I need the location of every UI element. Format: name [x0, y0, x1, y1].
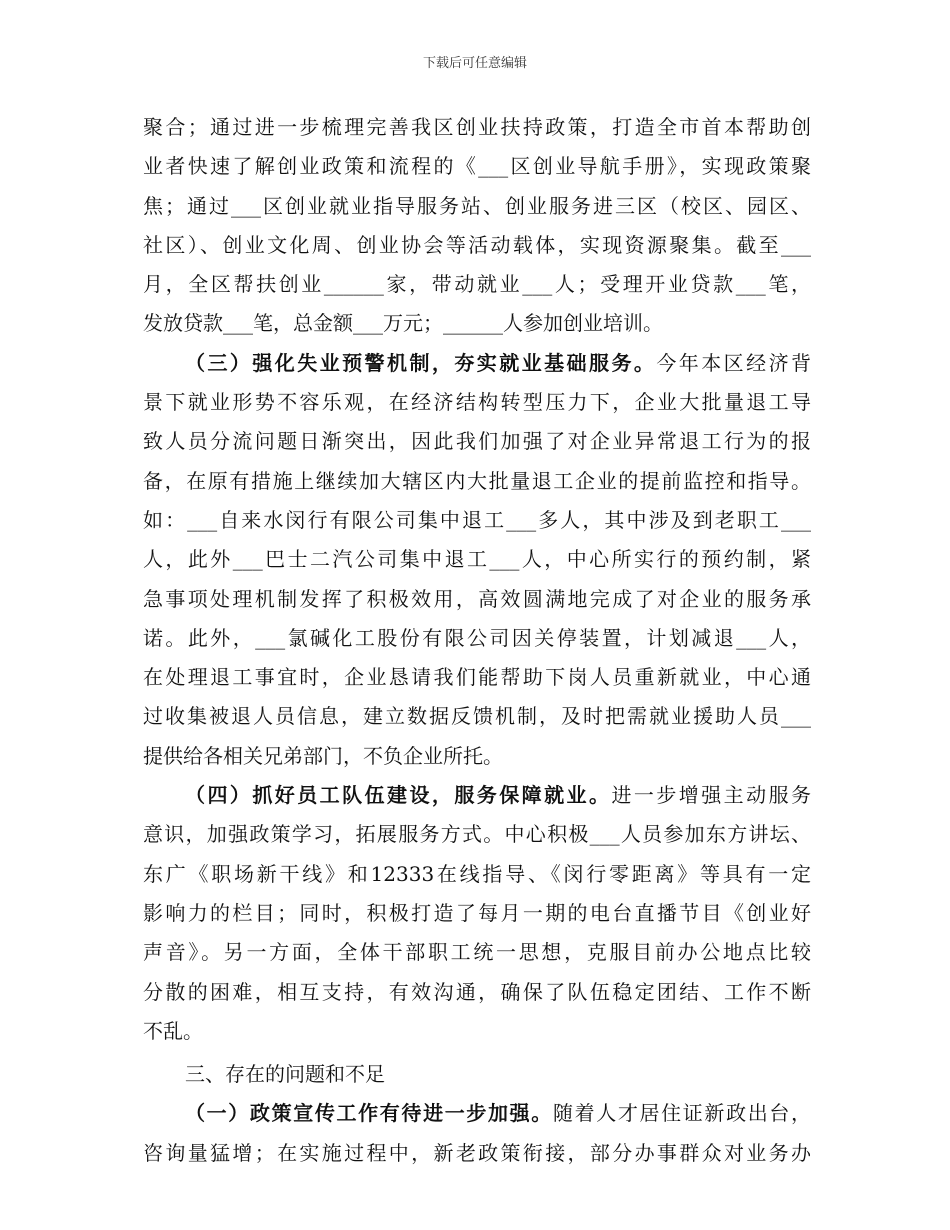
- section-3-title: 三、存在的问题和不足: [185, 1062, 385, 1087]
- body-line: 意识，加强政策学习，拓展服务方式。中心积极___人员参加东方讲坛、: [143, 822, 811, 847]
- body-text: 随着人才居住证新政出台，: [552, 1101, 812, 1126]
- body-line: 提供给各相关兄弟部门，不负企业所托。: [143, 743, 503, 768]
- body-line: 诺。此外，___氯碱化工股份有限公司因关停装置，计划减退___人，: [143, 625, 811, 650]
- body-line: 过收集被退人员信息，建立数据反馈机制，及时把需就业援助人员___: [143, 704, 811, 729]
- body-line: 声音》。另一方面，全体干部职工统一思想，克服目前办公地点比较: [143, 940, 811, 965]
- document-body: [143, 108, 811, 1173]
- body-line: 分散的困难，相互支持，有效沟通，确保了队伍稳定团结、工作不断: [143, 979, 811, 1004]
- body-line: 备，在原有措施上继续加大辖区内大批量退工企业的提前监控和指导。: [143, 468, 811, 493]
- body-line: 景下就业形势不容乐观，在经济结构转型压力下，企业大批量退工导: [143, 390, 811, 415]
- body-line: 焦；通过___区创业就业指导服务站、创业服务进三区（校区、园区、: [143, 193, 811, 218]
- body-text: 进一步增强主动服务: [611, 783, 812, 808]
- body-line: 业者快速了解创业政策和流程的《___区创业导航手册》，实现政策聚: [143, 154, 811, 179]
- body-line: 月，全区帮扶创业______家，带动就业___人；受理开业贷款___笔，: [143, 272, 811, 297]
- body-line: 社区）、创业文化周、创业协会等活动载体，实现资源聚集。截至___: [143, 232, 811, 257]
- paragraph-heading-1: [143, 1094, 811, 1133]
- body-line: 急事项处理机制发挥了积极效用，高效圆满地完成了对企业的服务承: [143, 586, 811, 611]
- section-heading: [143, 1055, 811, 1094]
- heading-3-text: （三）强化失业预警机制，夯实就业基础服务。: [185, 350, 657, 375]
- body-line: 不乱。: [143, 1018, 203, 1043]
- body-line: 聚合；通过进一步梳理完善我区创业扶持政策，打造全市首本帮助创: [143, 115, 811, 139]
- paragraph-heading-3: [143, 344, 811, 383]
- paragraph-heading-4: [143, 776, 811, 815]
- body-line: 致人员分流问题日渐突出，因此我们加强了对企业异常退工行为的报: [143, 429, 811, 454]
- body-line: 东广《职场新干线》和12333在线指导、《闵行零距离》等具有一定: [143, 861, 811, 886]
- body-line: 在处理退工事宜时，企业恳请我们能帮助下岗人员重新就业，中心通: [143, 665, 811, 690]
- body-line: 人，此外___巴士二汽公司集中退工___人，中心所实行的预约制，紧: [143, 547, 811, 572]
- body-line: 如：___自来水闵行有限公司集中退工___多人，其中涉及到老职工___: [143, 507, 811, 532]
- body-line: 发放贷款___笔，总金额___万元；______人参加创业培训。: [143, 311, 663, 336]
- body-text: 今年本区经济背: [656, 350, 812, 375]
- page-header: 下载后可任意编辑: [422, 56, 527, 71]
- body-line: 咨询量猛增；在实施过程中，新老政策衔接，部分办事群众对业务办: [143, 1140, 811, 1165]
- body-line: 影响力的栏目；同时，积极打造了每月一期的电台直播节目《创业好: [143, 900, 811, 925]
- heading-4-text: （四）抓好员工队伍建设，服务保障就业。: [185, 783, 612, 808]
- heading-1-text: （一）政策宣传工作有待进一步加强。: [185, 1101, 553, 1126]
